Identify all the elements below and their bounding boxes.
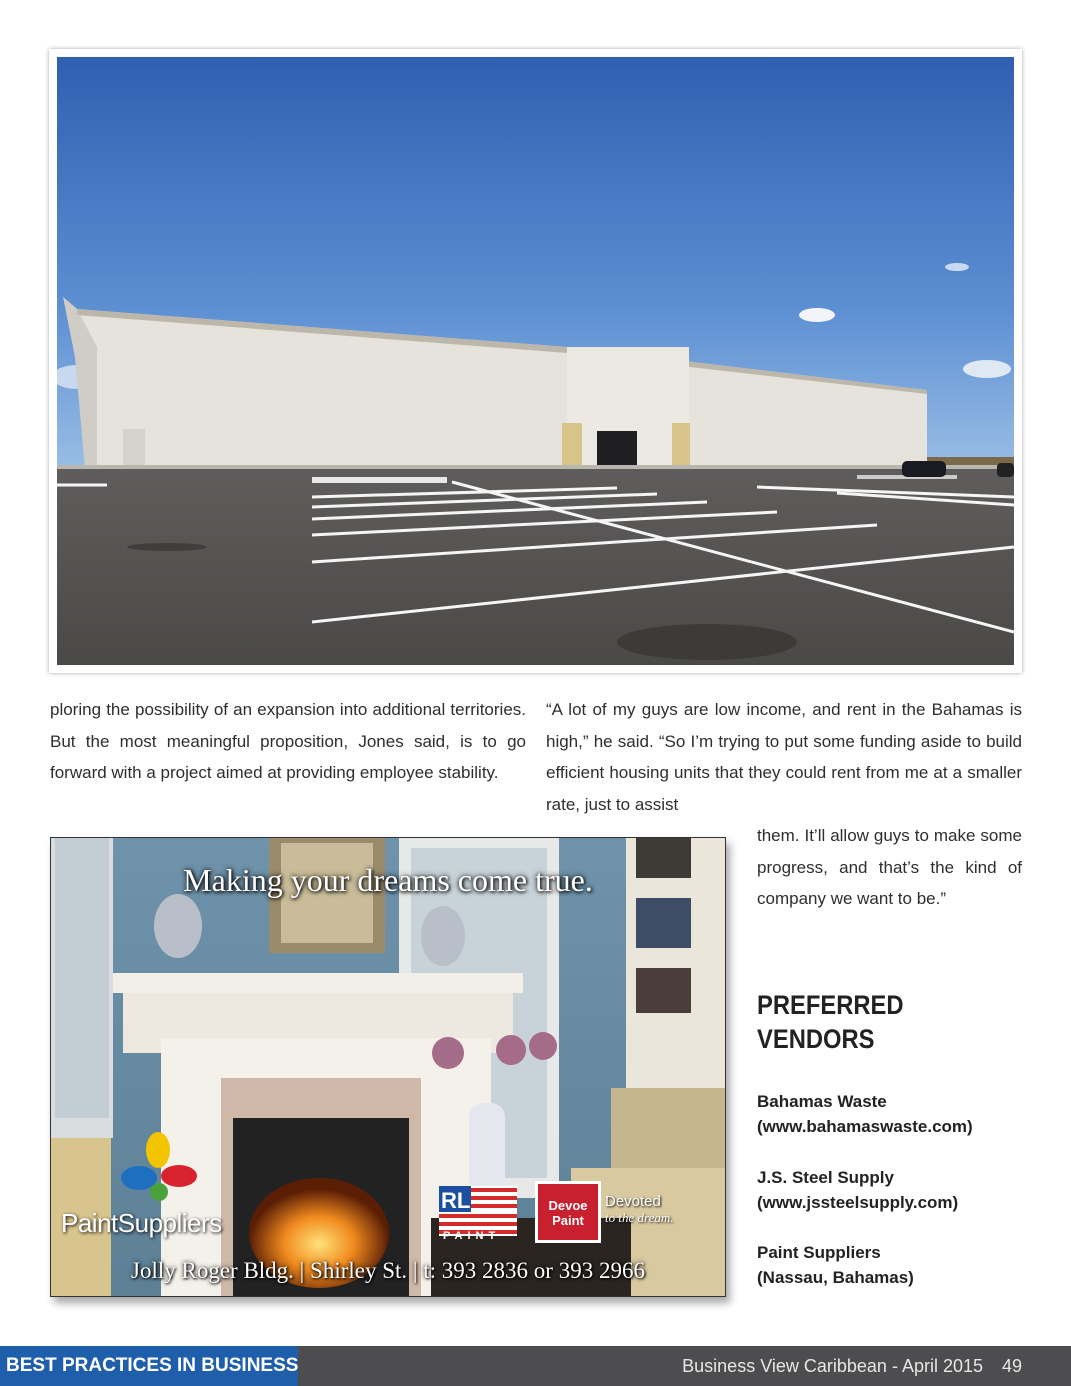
page-footer (0, 1346, 1071, 1386)
photo-frame (49, 49, 1022, 673)
vendors-title-line-1: PREFERRED (757, 990, 904, 1020)
rl-paint-label: PAINT (443, 1230, 501, 1242)
rl-logo-text: RL (441, 1188, 471, 1213)
devoe-label: Devoe (548, 1198, 588, 1213)
vendor-website-link[interactable]: (www.bahamaswaste.com) (757, 1117, 973, 1136)
ad-brand-logo: PaintSuppliers (61, 1208, 222, 1238)
devoe-paint-logo (535, 1181, 601, 1243)
vendor-location: (Nassau, Bahamas) (757, 1268, 914, 1287)
devoted-line-1: Devoted (605, 1193, 661, 1210)
paint-suppliers-ad[interactable] (50, 837, 726, 1297)
vendor-name: J.S. Steel Supply (757, 1168, 894, 1187)
article-quote-paragraph: “A lot of my guys are low income, and rent in the Bahamas is high,” he said. “So I’m trying to put some funding aside to build efficient housing units that they could rent from me at a smaller rate, just to assist (546, 700, 1022, 814)
ad-contact-line: Jolly Roger Bldg. | Shirley St. | t: 393 2836 or 393 2966 (131, 1258, 645, 1283)
article-column-right-continued (757, 820, 1022, 915)
preferred-vendors-heading (757, 988, 904, 1056)
paint-label: Paint (552, 1213, 584, 1228)
devoted-tagline (605, 1194, 673, 1226)
page-number: 49 (1001, 1356, 1022, 1376)
article-paragraph: ploring the possibility of an expansion into additional territories. But the most meaningful proposition, Jones said, is to go forward with a project aimed at providing employee stability. (50, 700, 526, 782)
vendor-name: Bahamas Waste (757, 1092, 887, 1111)
vendors-title-line-2: VENDORS (757, 1024, 875, 1054)
ad-headline: Making your dreams come true. (183, 862, 593, 898)
vendor-item (757, 1089, 973, 1139)
devoted-line-2: to the dream. (605, 1210, 674, 1225)
article-column-left (50, 694, 526, 789)
building-photo (57, 57, 1014, 665)
article-quote-continued: them. It’ll allow guys to make some progress, and that’s the kind of company we want to be.” (757, 826, 1022, 908)
vendor-name: Paint Suppliers (757, 1243, 881, 1262)
vendor-item (757, 1165, 958, 1215)
vendor-item (757, 1240, 914, 1290)
vendor-website-link[interactable]: (www.jssteelsupply.com) (757, 1193, 959, 1212)
footer-publication: Business View Caribbean - April 2015 (682, 1356, 983, 1376)
footer-section-label: BEST PRACTICES IN BUSINESS (0, 1346, 298, 1386)
article-column-right (546, 694, 1022, 820)
